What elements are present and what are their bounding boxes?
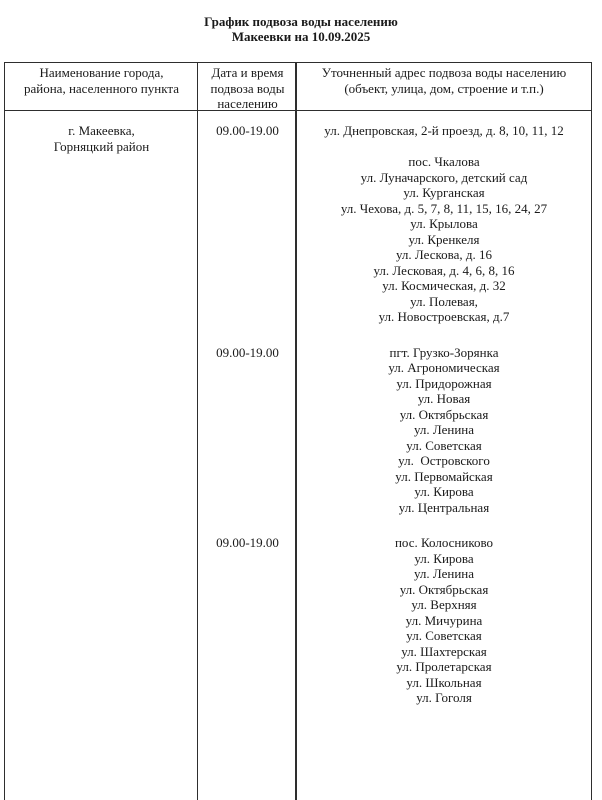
time-cell: 09.00-19.00 — [216, 123, 279, 138]
address-line: ул. Новостроевская, д.7 — [378, 309, 510, 324]
table-body — [5, 111, 591, 706]
address-line: ул. Октябрьская — [399, 581, 489, 597]
title-line-2: Макеевки на 10.09.2025 — [231, 28, 371, 44]
address-line — [297, 139, 591, 155]
location-line-2: Горняцкий район — [53, 138, 150, 154]
time-cell: 09.00-19.00 — [216, 344, 279, 360]
address-line: ул. Кирова — [414, 550, 474, 566]
header-location-column: Наименование города, района, населенного пункта — [24, 65, 179, 96]
address-line: ул. Новая — [417, 391, 471, 406]
address-line: ул. Первомайская — [395, 468, 493, 484]
address-block — [297, 535, 591, 706]
document-title — [0, 0, 602, 44]
address-line: ул. Лескова, д. 16 — [395, 247, 492, 262]
address-line: ул. Верхняя — [411, 597, 477, 612]
address-line: ул. Островского — [398, 453, 490, 468]
address-line: ул. Курганская — [403, 185, 485, 200]
address-block — [297, 345, 591, 516]
address-line: ул. Днепровская, 2-й проезд, д. 8, 10, 11, 12 — [324, 123, 564, 138]
address-line: ул. Шахтерская — [401, 643, 487, 659]
header-datetime-column: Дата и время подвоза воды населению — [210, 65, 285, 111]
address-line: ул. Ленина — [413, 422, 475, 437]
address-block — [297, 123, 591, 325]
location-cell — [5, 123, 198, 325]
address-line: ул. Гоголя — [416, 690, 472, 705]
address-line: ул. Кирова — [414, 484, 474, 499]
table-header-row — [5, 63, 591, 111]
address-line: ул. Чехова, д. 5, 7, 8, 11, 15, 16, 24, 27 — [340, 200, 548, 216]
address-line: ул. Советская — [406, 437, 482, 453]
location-line-1: г. Макеевка, — [68, 123, 135, 138]
address-line: ул. Полевая, — [410, 293, 478, 309]
address-line: ул. Школьная — [406, 674, 482, 690]
address-line: пгт. Грузко-Зорянка — [389, 344, 499, 360]
address-line: ул. Агрономическая — [388, 360, 500, 375]
header-address-column: Уточненный адрес подвоза воды населению (объект, улица, дом, строение и т.п.) — [321, 65, 567, 96]
address-line: ул. Ленина — [413, 566, 475, 581]
column-divider-1 — [197, 63, 198, 800]
address-line: ул. Центральная — [398, 499, 490, 515]
time-cell: 09.00-19.00 — [216, 535, 279, 550]
address-line: ул. Космическая, д. 32 — [382, 278, 506, 293]
address-line: пос. Чкалова — [408, 154, 480, 169]
address-line: ул. Советская — [406, 628, 482, 643]
address-line: ул. Крылова — [410, 216, 478, 231]
address-line: ул. Мичурина — [405, 612, 483, 628]
address-line: пос. Колосниково — [394, 535, 494, 550]
address-line: ул. Кренкеля — [408, 231, 480, 247]
column-divider-2 — [295, 63, 297, 800]
address-line: ул. Лесковая, д. 4, 6, 8, 16 — [373, 262, 515, 278]
address-line: ул. Пролетарская — [396, 659, 492, 674]
address-line: ул. Придорожная — [396, 375, 492, 391]
schedule-table — [4, 62, 592, 800]
title-line-1: График подвоза воды населению — [204, 14, 398, 29]
address-line: ул. Луначарского, детский сад — [360, 169, 528, 185]
address-line: ул. Октябрьская — [399, 406, 489, 422]
